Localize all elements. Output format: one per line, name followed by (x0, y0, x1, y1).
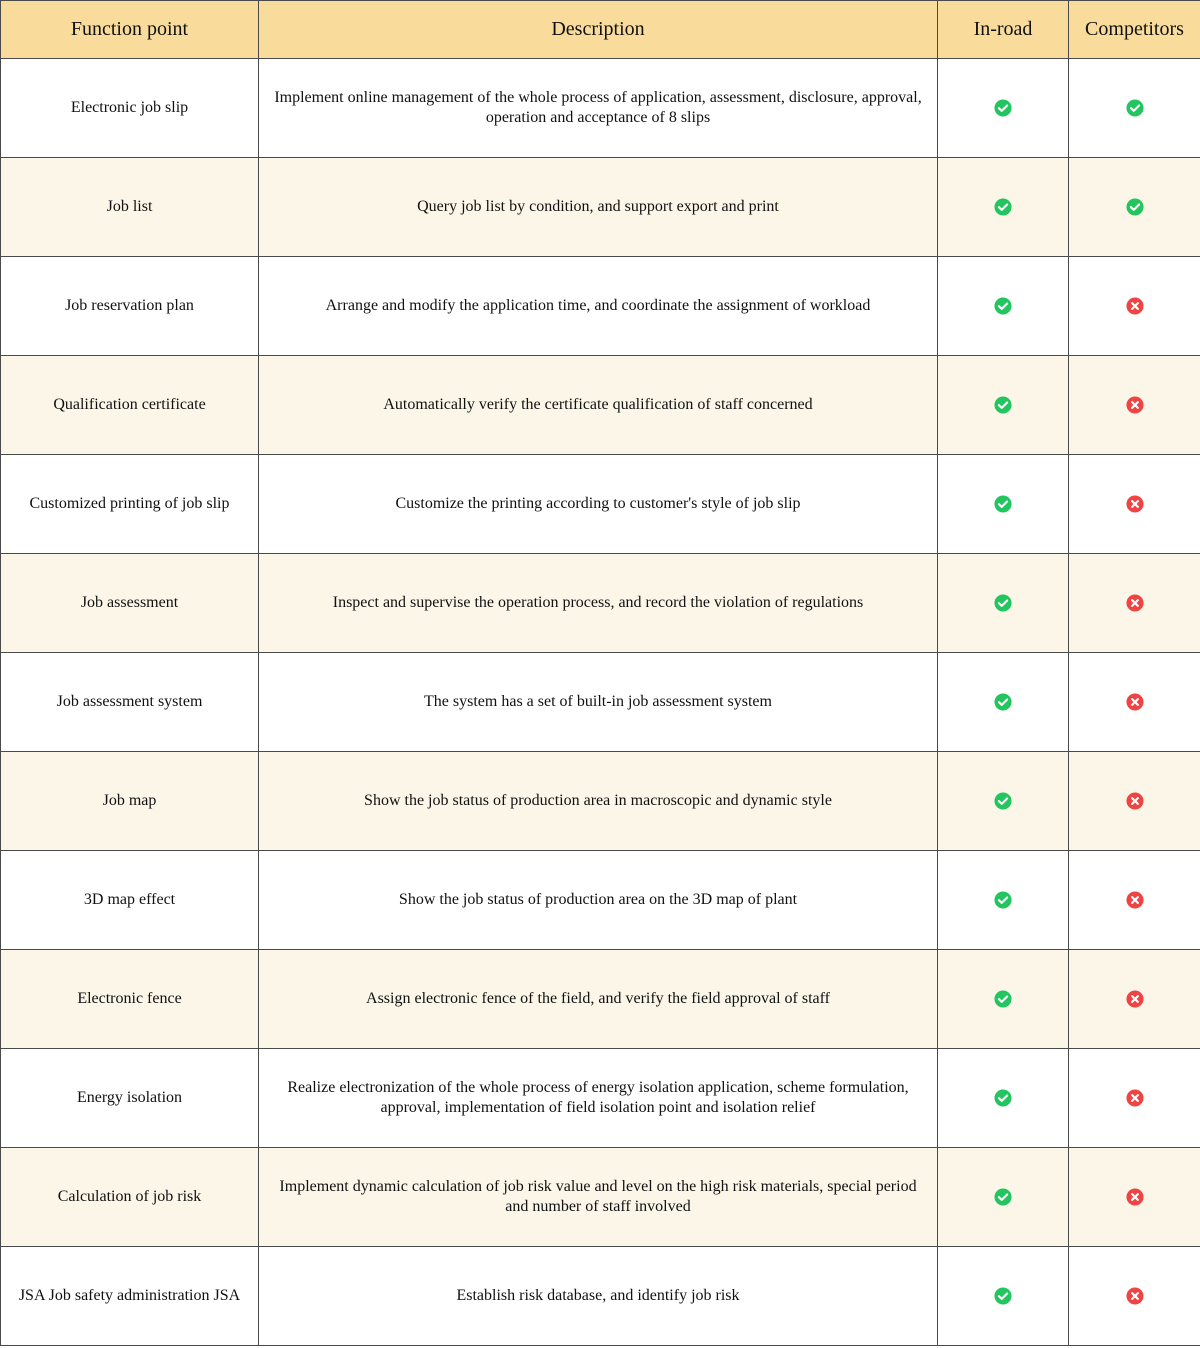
in-road-cell (938, 356, 1069, 455)
table-row (1, 752, 1200, 851)
competitors-cell (1069, 851, 1200, 950)
check-icon (994, 396, 1012, 414)
competitors-cell (1069, 59, 1200, 158)
table-row (1, 455, 1200, 554)
header-in-road: In-road (938, 1, 1069, 59)
description-cell: Realize electronization of the whole process of energy isolation application, scheme formulation, approval, implementation of field isolation point and isolation relief (259, 1049, 938, 1148)
header-description: Description (259, 1, 938, 59)
check-icon (994, 297, 1012, 315)
table-row (1, 158, 1200, 257)
cross-icon (1126, 792, 1144, 810)
description-cell: Implement online management of the whole process of application, assessment, disclosure, approval, operation and acceptance of 8 slips (259, 59, 938, 158)
cross-icon (1126, 594, 1144, 612)
in-road-cell (938, 257, 1069, 356)
table-row (1, 851, 1200, 950)
table-row (1, 950, 1200, 1049)
header-row (1, 1, 1200, 59)
description-cell: Arrange and modify the application time, and coordinate the assignment of workload (259, 257, 938, 356)
function-point-cell: Energy isolation (1, 1049, 259, 1148)
competitors-cell (1069, 1247, 1200, 1346)
cross-icon (1126, 1188, 1144, 1206)
description-cell: Show the job status of production area on the 3D map of plant (259, 851, 938, 950)
function-point-cell: Job assessment system (1, 653, 259, 752)
competitors-cell (1069, 950, 1200, 1049)
check-icon (1126, 99, 1144, 117)
table-body (1, 59, 1200, 1346)
function-point-cell: Job reservation plan (1, 257, 259, 356)
check-icon (994, 1287, 1012, 1305)
check-icon (994, 594, 1012, 612)
cross-icon (1126, 396, 1144, 414)
check-icon (994, 198, 1012, 216)
header-competitors: Competitors (1069, 1, 1200, 59)
competitors-cell (1069, 1148, 1200, 1247)
function-point-cell: Qualification certificate (1, 356, 259, 455)
function-point-cell: JSA Job safety administration JSA (1, 1247, 259, 1346)
in-road-cell (938, 1148, 1069, 1247)
cross-icon (1126, 495, 1144, 513)
function-point-cell: Job map (1, 752, 259, 851)
description-cell: Establish risk database, and identify job risk (259, 1247, 938, 1346)
check-icon (994, 1089, 1012, 1107)
function-point-cell: Electronic job slip (1, 59, 259, 158)
in-road-cell (938, 455, 1069, 554)
in-road-cell (938, 554, 1069, 653)
cross-icon (1126, 693, 1144, 711)
check-icon (1126, 198, 1144, 216)
check-icon (994, 693, 1012, 711)
competitors-cell (1069, 1049, 1200, 1148)
cross-icon (1126, 891, 1144, 909)
in-road-cell (938, 1049, 1069, 1148)
in-road-cell (938, 653, 1069, 752)
competitors-cell (1069, 158, 1200, 257)
competitors-cell (1069, 653, 1200, 752)
competitors-cell (1069, 554, 1200, 653)
check-icon (994, 792, 1012, 810)
in-road-cell (938, 59, 1069, 158)
cross-icon (1126, 990, 1144, 1008)
competitors-cell (1069, 257, 1200, 356)
check-icon (994, 891, 1012, 909)
description-cell: Implement dynamic calculation of job risk value and level on the high risk materials, special period and number of staff involved (259, 1148, 938, 1247)
check-icon (994, 1188, 1012, 1206)
in-road-cell (938, 158, 1069, 257)
function-point-cell: Electronic fence (1, 950, 259, 1049)
description-cell: Assign electronic fence of the field, and verify the field approval of staff (259, 950, 938, 1049)
table-row (1, 1148, 1200, 1247)
function-point-cell: 3D map effect (1, 851, 259, 950)
cross-icon (1126, 1089, 1144, 1107)
competitors-cell (1069, 455, 1200, 554)
table-row (1, 356, 1200, 455)
competitors-cell (1069, 356, 1200, 455)
description-cell: Customize the printing according to customer's style of job slip (259, 455, 938, 554)
function-point-cell: Customized printing of job slip (1, 455, 259, 554)
table-row (1, 257, 1200, 356)
in-road-cell (938, 1247, 1069, 1346)
cross-icon (1126, 1287, 1144, 1305)
in-road-cell (938, 950, 1069, 1049)
table-row (1, 59, 1200, 158)
check-icon (994, 495, 1012, 513)
in-road-cell (938, 752, 1069, 851)
in-road-cell (938, 851, 1069, 950)
function-point-cell: Calculation of job risk (1, 1148, 259, 1247)
table-row (1, 554, 1200, 653)
check-icon (994, 990, 1012, 1008)
description-cell: Automatically verify the certificate qualification of staff concerned (259, 356, 938, 455)
description-cell: The system has a set of built-in job assessment system (259, 653, 938, 752)
table-header (1, 1, 1200, 59)
description-cell: Query job list by condition, and support export and print (259, 158, 938, 257)
cross-icon (1126, 297, 1144, 315)
function-point-cell: Job list (1, 158, 259, 257)
table-row (1, 1247, 1200, 1346)
competitors-cell (1069, 752, 1200, 851)
description-cell: Inspect and supervise the operation process, and record the violation of regulations (259, 554, 938, 653)
table-row (1, 1049, 1200, 1148)
function-point-cell: Job assessment (1, 554, 259, 653)
table-row (1, 653, 1200, 752)
header-function-point: Function point (1, 1, 259, 59)
description-cell: Show the job status of production area in macroscopic and dynamic style (259, 752, 938, 851)
check-icon (994, 99, 1012, 117)
